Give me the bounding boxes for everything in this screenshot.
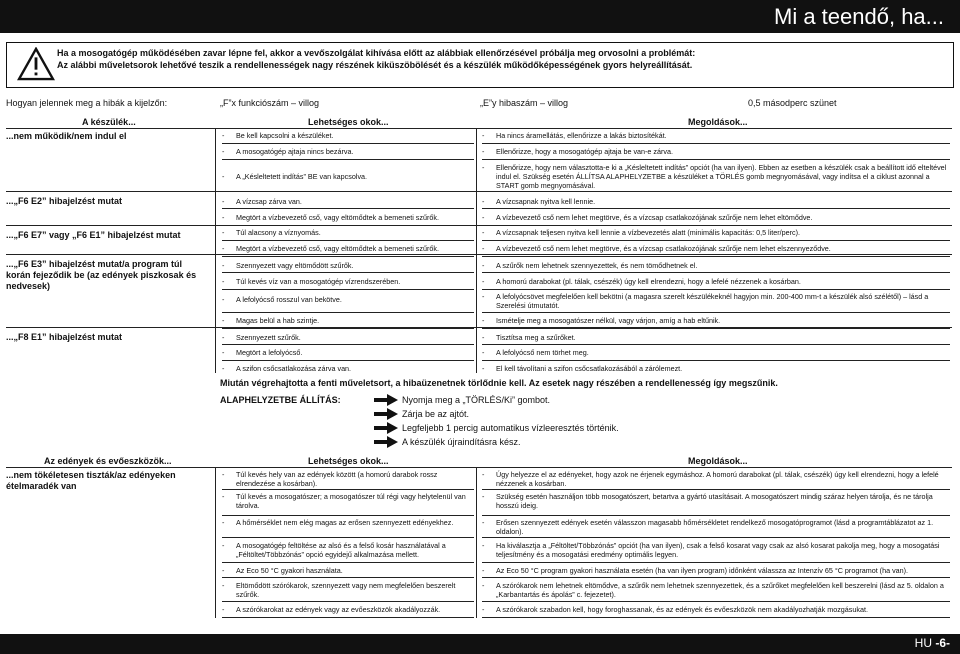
right-arrow-icon — [374, 436, 398, 448]
solution2-0: - Úgy helyezze el az edényeket, hogy azok ne érjenek egymáshoz. A homorú darabokat (pl. tálak, csészék) úgy kell elrendezni, hogy a lefelé nézzenek a kosárban. — [482, 470, 939, 488]
cause-6: - Megtört a vízbevezető cső, vagy eltömődtek a bemeneti szűrők. — [222, 244, 439, 253]
cause-separator — [222, 328, 474, 329]
page-number: HU -6- — [914, 636, 950, 650]
bullet-dash: - — [222, 541, 225, 550]
cause-3: - A vízcsap zárva van. — [222, 197, 302, 206]
bullet-dash: - — [222, 518, 225, 527]
cause2-separator — [222, 537, 474, 538]
cause2-separator — [222, 515, 474, 516]
s2-header-col3: Megoldások... — [688, 456, 748, 466]
cause-separator — [222, 159, 474, 160]
cause-separator — [222, 208, 474, 209]
solution-separator — [482, 312, 950, 313]
bullet-dash: - — [482, 163, 485, 172]
bullet-dash: - — [482, 277, 485, 286]
right-arrow-icon — [374, 408, 398, 420]
bullet-dash: - — [482, 470, 485, 479]
bullet-dash: - — [222, 364, 225, 373]
solution-11: - Tisztítsa meg a szűrőket. — [482, 333, 576, 342]
bullet-dash: - — [222, 261, 225, 270]
bullet-dash: - — [482, 605, 485, 614]
cause-separator — [222, 143, 474, 144]
reset-step-3: A készülék újraindításra kész. — [402, 437, 521, 447]
bullet-dash: - — [482, 566, 485, 575]
bullet-dash: - — [482, 213, 485, 222]
reset-label: ALAPHELYZETBE ÁLLÍTÁS: — [220, 395, 341, 405]
cause-separator — [222, 344, 474, 345]
solution-2: - Ellenőrizze, hogy nem választotta-e ki a „Késleltetett indítás” opciót (ha van ilyen). Ebben az esetben a készülék csak a beállított idő elteltével indul el. Szükség esetén ÁLLÍTSA ALAPHELYZETBE a készüléket a TÖRLÉS gomb megnyomásával, vagy indítsa el a ciklust azonnal a START gomb megnyomásával. — [482, 163, 947, 190]
page-header — [0, 0, 960, 33]
bullet-dash: - — [222, 197, 225, 206]
bullet-dash: - — [482, 581, 485, 590]
bullet-dash: - — [222, 316, 225, 325]
s1-header-col1: A készülék... — [82, 117, 136, 127]
reset-step-1: Zárja be az ajtót. — [402, 409, 470, 419]
bullet-dash: - — [222, 244, 225, 253]
solution-8: - A homorú darabokat (pl. tálak, csészék) úgy kell elrendezni, hogy a lefelé nézzenek a kosárban. — [482, 277, 801, 286]
solution-separator — [482, 143, 950, 144]
solution2-separator — [482, 601, 950, 602]
solution-separator — [482, 272, 950, 273]
symptom-1: ...„F6 E2” hibajelzést mutat — [6, 196, 123, 206]
cause-1: - A mosogatógép ajtaja nincs bezárva. — [222, 147, 354, 156]
bullet-dash: - — [482, 261, 485, 270]
cause2-2: - A hőmérséklet nem elég magas az erősen szennyezett edényekhez. — [222, 518, 454, 527]
display-info-f: „F”x funkciószám – villog — [220, 98, 320, 108]
cause-separator — [222, 256, 474, 257]
cause2-4: - Az Eco 50 °C gyakori használata. — [222, 566, 343, 575]
bullet-dash: - — [222, 492, 225, 501]
symptom-4: ...„F8 E1” hibajelzést mutat — [6, 332, 123, 342]
display-info-pause: 0,5 másodperc szünet — [748, 98, 837, 108]
reset-step-0: Nyomja meg a „TÖRLÉS/Ki” gombot. — [402, 395, 551, 405]
cause-12: - Megtört a lefolyócső. — [222, 348, 303, 357]
column-divider-2 — [476, 468, 477, 618]
s1-header-rule — [6, 128, 952, 129]
bullet-dash: - — [222, 566, 225, 575]
bullet-dash: - — [222, 605, 225, 614]
symptom-2: ...„F6 E7” vagy „F6 E1” hibajelzést mutat — [6, 230, 181, 240]
row-separator — [6, 254, 952, 255]
solution-4: - A vízbevezető cső nem lehet megtörve, és a vízcsap csatlakozójának szűrője nem lehet eltömődve. — [482, 213, 813, 222]
cause-separator — [222, 289, 474, 290]
bullet-dash: - — [482, 492, 485, 501]
solution-6: - A vízbevezető cső nem lehet megtörve, és a vízcsap csatlakozójának szűrője nem lehet elszennyeződve. — [482, 244, 831, 253]
bullet-dash: - — [222, 295, 225, 304]
bullet-dash: - — [482, 244, 485, 253]
cause-0: - Be kell kapcsolni a készüléket. — [222, 131, 334, 140]
cause2-separator — [222, 601, 474, 602]
solution-separator — [482, 256, 950, 257]
s1-header-col2: Lehetséges okok... — [308, 117, 389, 127]
solution-7: - A szűrők nem lehetnek szennyezettek, és nem tömődhetnek el. — [482, 261, 698, 270]
right-arrow-icon — [374, 422, 398, 434]
bullet-dash: - — [482, 364, 485, 373]
bullet-dash: - — [222, 333, 225, 342]
cause2-separator — [222, 617, 474, 618]
cause-5: - Túl alacsony a víznyomás. — [222, 228, 321, 237]
bullet-dash: - — [482, 316, 485, 325]
cause-13: - A szifon csőcsatlakozása zárva van. — [222, 364, 352, 373]
page-footer — [0, 634, 960, 654]
solution-1: - Ellenőrizze, hogy a mosogatógép ajtaja be van-e zárva. — [482, 147, 673, 156]
column-divider-2 — [476, 129, 477, 373]
solution2-5: - A szórókarok nem lehetnek eltömődve, a szűrők nem lehetnek szennyezettek, és a szűrőket megfelelően kell beszerelni (lásd az 5. oldalon a „Karbantartás és ápolás” c. fejezetet). — [482, 581, 944, 599]
s2-header-col2: Lehetséges okok... — [308, 456, 389, 466]
symptom-0: ...nem működik/nem indul el — [6, 131, 127, 141]
bullet-dash: - — [222, 277, 225, 286]
solution2-separator — [482, 562, 950, 563]
solution2-4: - Az Eco 50 °C program gyakori használata esetén (ha van ilyen program) időnként válassza az Intenzív 65 °C programot (ha van). — [482, 566, 909, 575]
solution2-1: - Szükség esetén használjon több mosogatószert, betartva a gyártó utasításait. A mosogatószert mindig száraz helyen tárolja, és ne tárolja hosszú ideig. — [482, 492, 933, 510]
cause2-6: - A szórókarokat az edények vagy az evőeszközök akadályozzák. — [222, 605, 441, 614]
bullet-dash: - — [222, 213, 225, 222]
solution-separator — [482, 328, 950, 329]
cause2-separator — [222, 489, 474, 490]
solution2-separator — [482, 617, 950, 618]
s2-header-rule — [6, 467, 952, 468]
display-info-e: „E”y hibaszám – villog — [480, 98, 569, 108]
cause-9: - A lefolyócső rosszul van bekötve. — [222, 295, 342, 304]
cause2-0: - Túl kevés hely van az edények között (a homorú darabok rossz elrendezése a kosárban). — [222, 470, 438, 488]
bullet-dash: - — [222, 348, 225, 357]
cause-10: - Magas belül a hab szintje. — [222, 316, 320, 325]
bullet-dash: - — [482, 228, 485, 237]
solution-separator — [482, 159, 950, 160]
bullet-dash: - — [222, 131, 225, 140]
symptom-3: ...„F6 E3” hibajelzést mutat/a program túl korán fejeződik be (az edények piszkosak és nedvesek) — [6, 259, 197, 291]
solution2-separator — [482, 537, 950, 538]
cause-8: - Túl kevés víz van a mosogatógép vízrendszerében. — [222, 277, 401, 286]
page-title: Mi a teendő, ha... — [774, 4, 944, 29]
cause-7: - Szennyezett vagy eltömődött szűrők. — [222, 261, 354, 270]
bullet-dash: - — [222, 581, 225, 590]
cause-separator — [222, 312, 474, 313]
solution2-6: - A szórókarok szabadon kell, hogy foroghassanak, és az edények és evőeszközök nem akadályozhatják mozgásukat. — [482, 605, 868, 614]
warning-text — [57, 48, 947, 71]
cause2-separator — [222, 562, 474, 563]
s2-header-col1: Az edények és evőeszközök... — [44, 456, 172, 466]
cause-4: - Megtört a vízbevezető cső, vagy eltömődtek a bemeneti szűrők. — [222, 213, 439, 222]
cause-separator — [222, 272, 474, 273]
warning-box — [6, 42, 954, 88]
solution-separator — [482, 360, 950, 361]
cause2-5: - Eltömődött szórókarok, szennyezett vagy nem megfelelően beszerelt szűrők. — [222, 581, 456, 599]
solution2-separator — [482, 577, 950, 578]
bullet-dash: - — [482, 131, 485, 140]
reset-step-2: Legfeljebb 1 percig automatikus vízleeresztés történik. — [402, 423, 619, 433]
bullet-dash: - — [222, 228, 225, 237]
bullet-dash: - — [482, 518, 485, 527]
cause-11: - Szennyezett szűrők. — [222, 333, 301, 342]
solution-separator — [482, 208, 950, 209]
cause2-separator — [222, 577, 474, 578]
solution2-separator — [482, 515, 950, 516]
cause-separator — [222, 240, 474, 241]
row-separator — [6, 225, 952, 226]
solution-9: - A lefolyócsövet megfelelően kell bekötni (a magasra szerelt készülékeknél hagyjon min. 200-400 mm-t a készülék alsó szélétől) – lásd a Szerelési útmutatót. — [482, 292, 929, 310]
bullet-dash: - — [482, 292, 485, 301]
column-divider-1 — [215, 468, 216, 618]
s2-symptom: ...nem tökéletesen tiszták/az edényeken ételmaradék van — [6, 470, 176, 491]
bullet-dash: - — [482, 197, 485, 206]
s1-header-col3: Megoldások... — [688, 117, 748, 127]
bullet-dash: - — [222, 172, 225, 181]
solution2-separator — [482, 489, 950, 490]
bullet-dash: - — [222, 147, 225, 156]
warning-triangle-icon — [17, 47, 55, 81]
solution-13: - El kell távolítani a szifon csőcsatlakozásából a zárólemezt. — [482, 364, 683, 373]
bullet-dash: - — [482, 541, 485, 550]
cause-separator — [222, 360, 474, 361]
after-note: Miután végrehajtotta a fenti műveletsort, a hibaüzenetnek törlődnie kell. Az esetek nagy részében a rendellenesség így megszűnik. — [220, 378, 778, 388]
solution-0: - Ha nincs áramellátás, ellenőrizze a lakás biztosítékát. — [482, 131, 667, 140]
display-info-label: Hogyan jelennek meg a hibák a kijelzőn: — [6, 98, 168, 108]
column-divider-1 — [215, 129, 216, 373]
solution2-3: - Ha kiválasztja a „Féltöltet/Többzónás” opciót (ha van ilyen), csak a felső kosarat vagy csak az alsó kosarat pakolja meg, hogy a mosogatási teljesítmény és a mosogatási eredmény optimális legyen. — [482, 541, 940, 559]
bullet-dash: - — [482, 348, 485, 357]
cause-2: - A „Késleltetett indítás” BE van kapcsolva. — [222, 172, 368, 181]
bullet-dash: - — [222, 470, 225, 479]
solution-separator — [482, 240, 950, 241]
bullet-dash: - — [482, 333, 485, 342]
solution-5: - A vízcsapnak teljesen nyitva kell lennie a vízbevezetés alatt (minimális kapacitás: 0,5 liter/perc). — [482, 228, 801, 237]
bullet-dash: - — [482, 147, 485, 156]
solution2-2: - Erősen szennyezett edények esetén válasszon magasabb hőmérsékletet rendelkező mosogatóprogramot (lásd a programtáblázatot az 1. oldalon). — [482, 518, 934, 536]
solution-10: - Ismételje meg a mosogatószer nélkül, vagy várjon, amíg a hab eltűnik. — [482, 316, 721, 325]
cause2-3: - A mosogatógép feltöltése az alsó és a felső kosár használatával a „Féltöltet/Többzónás” opció egyidejű alkalmazása mellett. — [222, 541, 446, 559]
solution-3: - A vízcsapnak nyitva kell lennie. — [482, 197, 596, 206]
solution-12: - A lefolyócső nem törhet meg. — [482, 348, 589, 357]
right-arrow-icon — [374, 394, 398, 406]
row-separator — [6, 191, 952, 192]
warning-line-1: Ha a mosogatógép működésében zavar lépne fel, akkor a vevőszolgálat kihívása előtt az alábbiak ellenőrzésével próbálja meg orvosolni a problémát: — [57, 48, 696, 58]
solution-separator — [482, 344, 950, 345]
solution-separator — [482, 289, 950, 290]
warning-line-2: Az alábbi műveletsorok lehetővé teszik a rendellenességek nagy részének kiküszöbölését és a készülék működőképességének gyors helyreállítását. — [57, 59, 693, 70]
cause2-1: - Túl kevés a mosogatószer; a mosogatószer túl régi vagy helytelenül van tárolva. — [222, 492, 466, 510]
